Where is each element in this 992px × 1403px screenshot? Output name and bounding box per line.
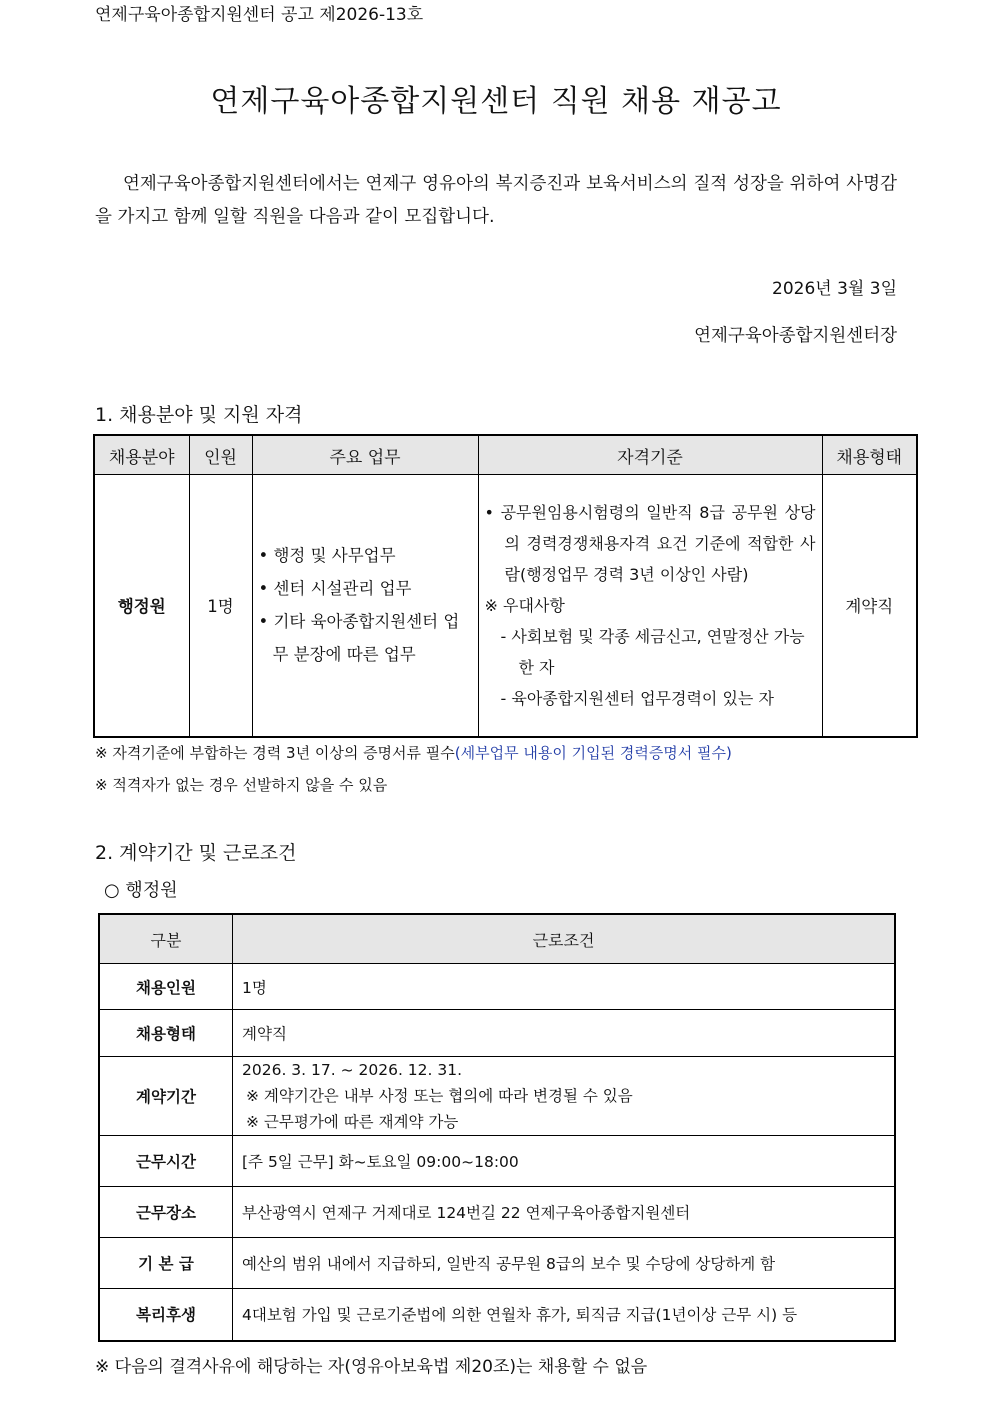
notice-date: 2026년 3월 3일: [772, 279, 897, 299]
row-label: 근무장소: [99, 1187, 233, 1238]
intro-text: 연제구육아종합지원센터에서는 연제구 영유아의 복지증진과 보육서비스의 질적 성장을 위하여 사명감을 가지고 함께 일할 직원을 다음과 같이 모집합니다.: [95, 174, 897, 227]
conditions-table: [98, 913, 896, 1342]
table-row: [99, 1057, 895, 1136]
preference-label: ※ 우대사항: [484, 595, 565, 615]
section2-heading: 2. 계약기간 및 근로조건: [95, 842, 297, 864]
row-value: 계약직: [233, 1010, 896, 1057]
table-row: [99, 1187, 895, 1238]
count-cell: 1명: [189, 475, 252, 737]
row-label: 복리후생: [99, 1289, 233, 1341]
duty-item: • 행정 및 사무업무: [258, 546, 396, 566]
header-type: 채용형태: [822, 435, 917, 475]
row-label: 채용형태: [99, 1010, 233, 1057]
table-row: [99, 1289, 895, 1341]
row-label: 기 본 급: [99, 1238, 233, 1289]
note-highlight: (세부업무 내용이 기입된 경력증명서 필수): [454, 744, 732, 762]
qualification-cell: [478, 475, 822, 737]
row-value: [주 5일 근무] 화~토요일 09:00~18:00: [233, 1136, 896, 1187]
row-label: 근무시간: [99, 1136, 233, 1187]
field-cell: 행정원: [94, 475, 189, 737]
row-value: 부산광역시 연제구 거제대로 124번길 22 연제구육아종합지원센터: [233, 1187, 896, 1238]
header-field: 채용분야: [94, 435, 189, 475]
contract-period: 2026. 3. 17. ~ 2026. 12. 31.: [242, 1061, 463, 1079]
row-value: 예산의 범위 내에서 지급하되, 일반직 공무원 8급의 보수 및 수당에 상당하게 함: [233, 1238, 896, 1289]
recruitment-table: [93, 434, 918, 738]
table-row: [94, 475, 917, 737]
header-duties: 주요 업무: [252, 435, 478, 475]
row-value: 4대보험 가입 및 근로기준법에 의한 연월차 휴가, 퇴직금 지급(1년이상 근무 시) 등: [233, 1289, 896, 1341]
page-title: 연제구육아종합지원센터 직원 채용 재공고: [210, 84, 782, 119]
section2-subheading: ○ 행정원: [104, 880, 178, 901]
header-category: 구분: [99, 914, 233, 964]
disqualification-note: ※ 다음의 결격사유에 해당하는 자(영유아보육법 제20조)는 채용할 수 없음: [95, 1357, 648, 1377]
qualification-text: • 공무원임용시험령의 일반직 8급 공무원 상당의 경력경쟁채용자격 요건 기준에 적합한 사람(행정업무 경력 3년 이상인 사람): [484, 502, 816, 584]
row-value: 1명: [233, 964, 896, 1010]
table-header-row: [94, 435, 917, 475]
duties-cell: [252, 475, 478, 737]
row-label: 채용인원: [99, 964, 233, 1010]
selection-note: ※ 적격자가 없는 경우 선발하지 않을 수 있음: [95, 776, 388, 794]
period-note: ※ 계약기간은 내부 사정 또는 협의에 따라 변경될 수 있음: [246, 1087, 633, 1105]
duty-item: • 기타 육아종합지원센터 업무 분장에 따른 업무: [258, 612, 460, 665]
table-row: [99, 1136, 895, 1187]
notice-number: 연제구육아종합지원센터 공고 제2026-13호: [95, 5, 424, 25]
header-qualification: 자격기준: [478, 435, 822, 475]
header-count: 인원: [189, 435, 252, 475]
table-row: [99, 1010, 895, 1057]
note-text: ※ 자격기준에 부합하는 경력 3년 이상의 증명서류 필수: [95, 744, 455, 762]
preference-item: - 육아종합지원센터 업무경력이 있는 자: [500, 688, 774, 708]
duty-item: • 센터 시설관리 업무: [258, 579, 412, 599]
preference-item: - 사회보험 및 각종 세금신고, 연말정산 가능한 자: [500, 626, 805, 677]
table-row: [99, 964, 895, 1010]
table-header-row: [99, 914, 895, 964]
table-row: [99, 1238, 895, 1289]
qualification-note: [95, 742, 732, 763]
row-label: 계약기간: [99, 1057, 233, 1136]
intro-paragraph: [95, 168, 897, 234]
period-note: ※ 근무평가에 따른 재계약 가능: [246, 1113, 459, 1131]
row-value: [233, 1057, 896, 1136]
section1-heading: 1. 채용분야 및 지원 자격: [95, 404, 303, 426]
header-conditions: 근로조건: [233, 914, 896, 964]
issuer-name: 연제구육아종합지원센터장: [694, 326, 897, 346]
type-cell: 계약직: [822, 475, 917, 737]
